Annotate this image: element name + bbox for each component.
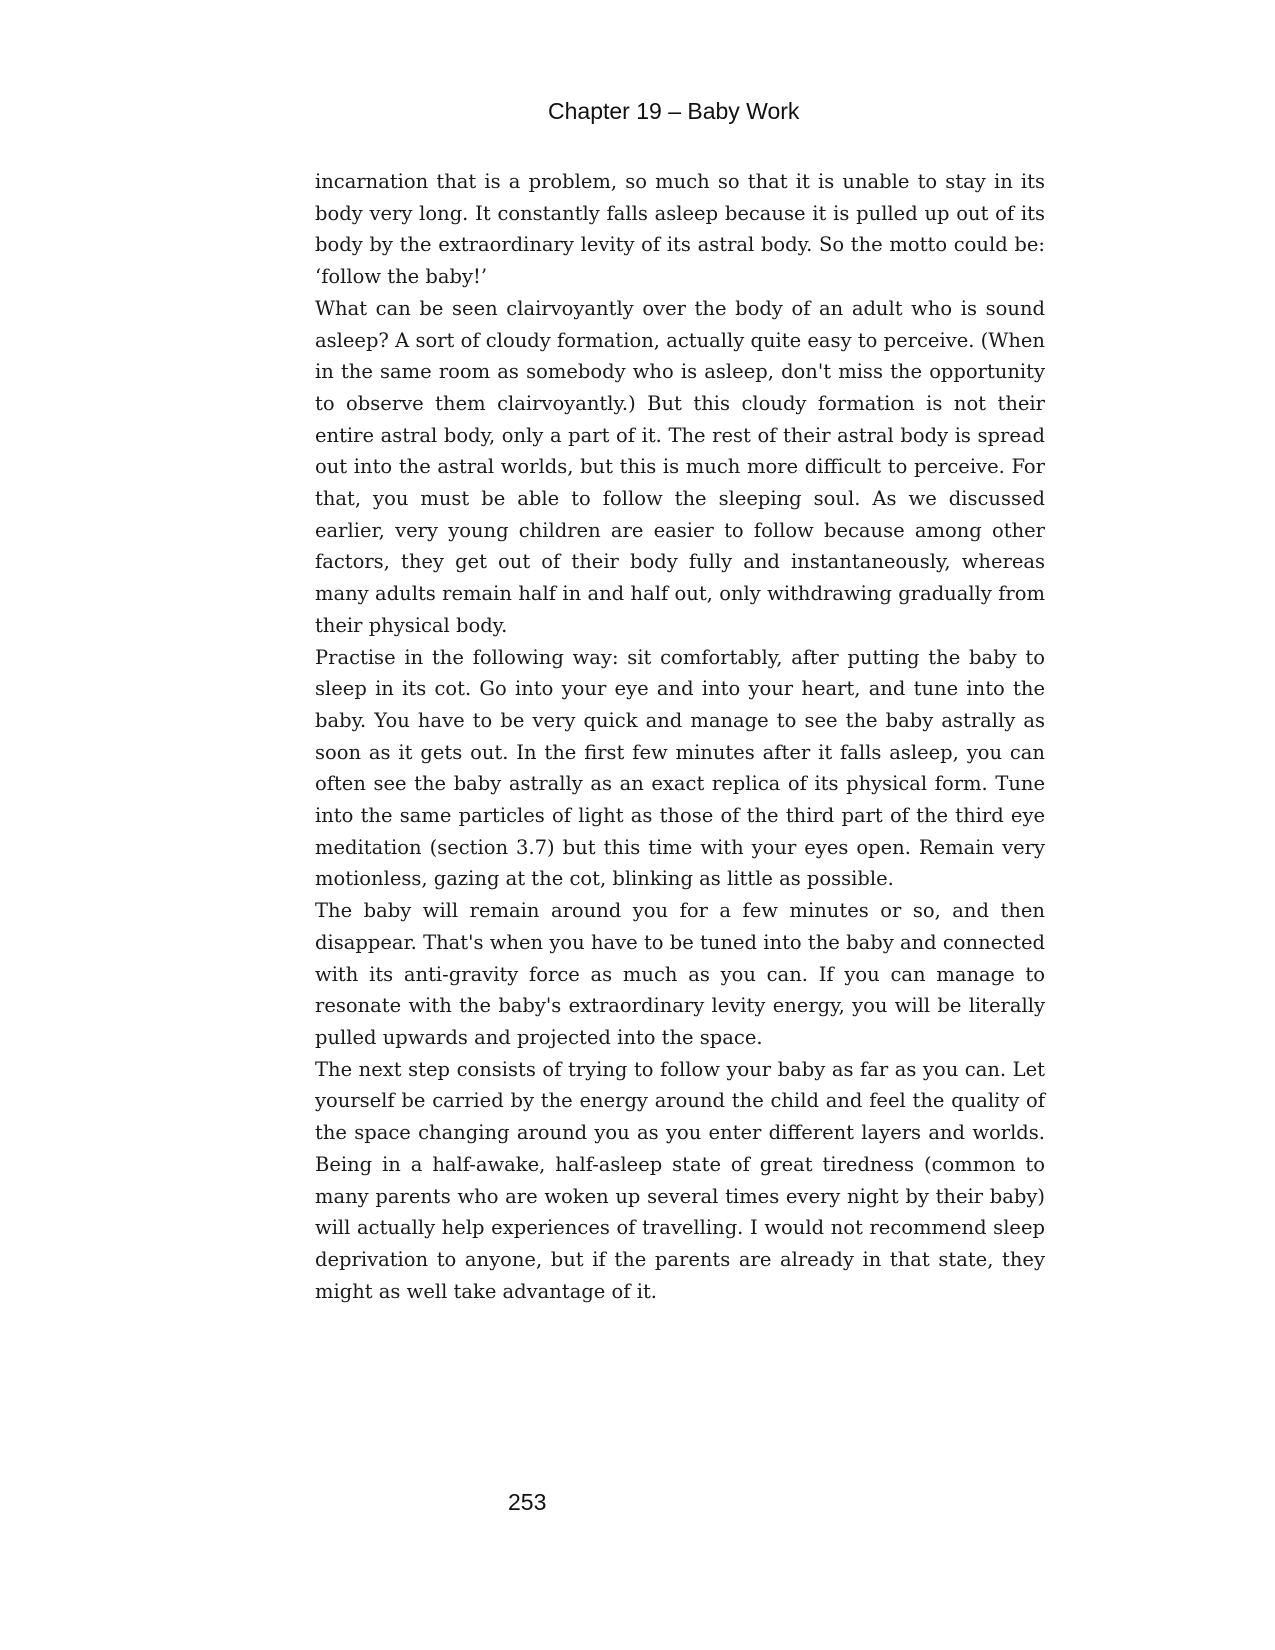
paragraph-practice: Practise in the following way: sit comfortably, after putting the baby to sleep in its cot. Go into your eye and into your heart, and tune into the baby. You have to be very quick and manage to see the baby astrally as soon as it gets out. In the first few minutes after it falls asleep, you can often see the baby astrally as an exact replica of its physical form. Tune into the same particles of light as those of the third part of the third eye meditation (section 3.7) but this time with your eyes open. Remain very motionless, gazing at the cot, blinking as little as possible. [315,645,1045,891]
paragraph-adult-sleep: What can be seen clairvoyantly over the body of an adult who is sound asleep? A sort of cloudy formation, actually quite easy to perceive. (When in the same room as somebody who is asleep, don't miss the opportunity to observe them clairvoyantly.) But this cloudy formation is not their entire astral body, only a part of it. The rest of their astral body is spread out into the astral worlds, but this is much more difficult to perceive. For that, you must be able to follow the sleeping soul. As we discussed earlier, very young children are easier to follow because among other factors, they get out of their body fully and instantaneously, whereas many adults remain half in and half out, only withdrawing gradually from their physical body. [315,296,1045,637]
paragraph-continuation: incarnation that is a problem, so much so that it is unable to stay in its body very long. It constantly falls asleep because it is pulled up out of its body by the extraordinary levity of its astral body. So the motto could be: ‘follow the baby!’ [315,170,1045,289]
body-text [315,166,1045,1307]
paragraph-next-step: The next step consists of trying to follow your baby as far as you can. Let yourself be carried by the energy around the child and feel the quality of the space changing around you as you enter different layers and worlds. Being in a half-awake, half-asleep state of great tiredness (common to many parents who are woken up several times every night by their baby) will actually help experiences of travelling. I would not recommend sleep deprivation to anyone, but if the parents are already in that state, they might as well take advantage of it. [315,1057,1045,1303]
running-header: Chapter 19 – Baby Work [548,98,800,124]
page-number: 253 [508,1489,547,1515]
paragraph-levity: The baby will remain around you for a few minutes or so, and then disappear. That's when you have to be tuned into the baby and connected with its anti-gravity force as much as you can. If you can manage to resonate with the baby's extraordinary levity energy, you will be literally pulled upwards and projected into the space. [315,899,1045,1049]
